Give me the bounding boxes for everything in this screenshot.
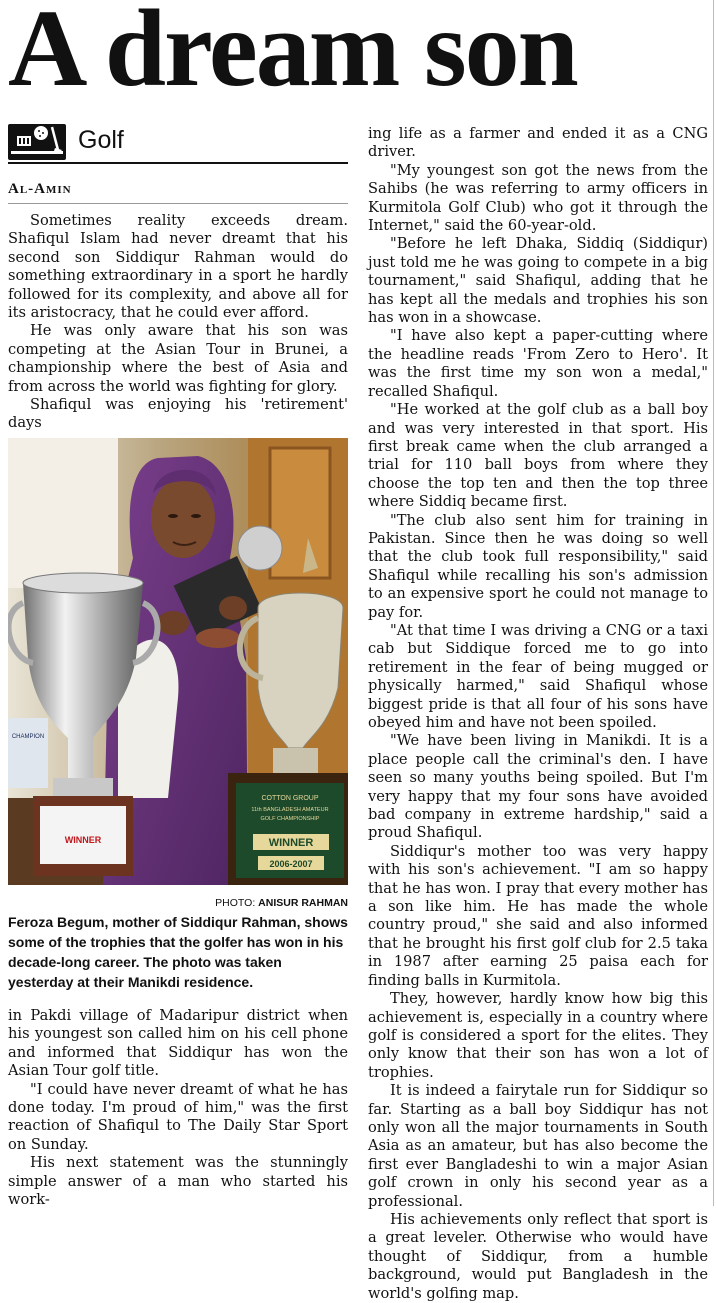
trophy-right-line-1: COTTON GROUP xyxy=(261,795,319,802)
paragraph: It is indeed a fairytale run for Siddiqur so far. Starting as a ball boy Siddiqur has not only won all the major tournaments in South Asia as an amateur, but has also become the first ever Bangladeshi to win a major Asian golf crown in only his second year as a professional. xyxy=(368,1082,708,1210)
paragraph: "I have also kept a paper-cutting where the headline reads 'From Zero to Hero'. It was the first time my son won a medal," recalled Shafiqul. xyxy=(368,327,708,400)
section-header xyxy=(8,124,348,160)
photo-caption: Feroza Begum, mother of Siddiqur Rahman, shows some of the trophies that the golfer has won in his decade-long career. The photo was taken yesterday at their Manikdi residence. xyxy=(8,914,348,990)
section-label: Golf xyxy=(78,126,124,154)
paragraph: "Before he left Dhaka, Siddiq (Siddiqur) just told me he was going to compete in a big tournament," said Shafiqul, adding that he has kept all the medals and trophies his son has won in a showcase. xyxy=(368,235,708,327)
column-rule xyxy=(713,0,714,1206)
paragraph: ing life as a farmer and ended it as a CNG driver. xyxy=(368,125,708,161)
paragraph: "He worked at the golf club as a ball boy and was very interested in that sport. His first break came when the club arranged a trial for 110 ball boys from where they choose the top ten and then the top three where Siddiq became first. xyxy=(368,401,708,511)
trophy-right-line-4: WINNER xyxy=(268,837,314,849)
news-photo xyxy=(8,438,348,885)
photo-credit xyxy=(8,897,348,909)
paragraph: "I could have never dreamt of what he has done today. I'm proud of him," was the first reaction of Shafiqul to The Daily Star Sport on Sunday. xyxy=(8,1080,348,1153)
paragraph: His achievements only reflect that sport is a great leveler. Otherwise who would have thought of Siddiqur, from a humble background, would put Bangladesh in the world's golfing map. xyxy=(368,1210,708,1302)
photo-credit-name: ANISUR RAHMAN xyxy=(258,897,348,909)
golf-section-logo-icon xyxy=(8,124,66,160)
trophy-right-line-5: 2006-2007 xyxy=(269,859,313,869)
trophy-right-line-3: GOLF CHAMPIONSHIP xyxy=(260,816,320,822)
byline-rule xyxy=(8,203,348,204)
paragraph: "My youngest son got the news from the Sahibs (he was referring to army officers in Kurmitola Golf Club) who got it through the Internet," said the 60-year-old. xyxy=(368,161,708,235)
column-2 xyxy=(368,125,708,1303)
trophy-side-text: CHAMPION xyxy=(11,734,45,740)
paragraph: "The club also sent him for training in Pakistan. Since then he was doing so well that the club took full responsibility," said Shafiqul while recalling his son's admission to an expensive sport he could not manage to pay for. xyxy=(368,511,708,621)
paragraph: "At that time I was driving a CNG or a taxi cab but Siddique forced me to go into retirement in the fear of being mugged or physically harmed," said Shafiqul whose biggest pride is that all four of his sons have obeyed him and have not been spoiled. xyxy=(368,621,708,731)
paragraph: Siddiqur's mother too was very happy with his son's achievement. "I am so happy that he has won. I pray that every mother has a son like him. He has made the whole country proud," she said and also informed that he brought his first golf club for 2.5 taka in 1987 after earning 25 paisa each for finding balls in Kurmitola. xyxy=(368,842,708,989)
byline: Al-Amin xyxy=(8,181,72,197)
paragraph: His next statement was the stunningly simple answer of a man who started his work- xyxy=(8,1154,348,1209)
column-1-top xyxy=(8,212,348,433)
paragraph: Sometimes reality exceeds dream. Shafiqul Islam had never dreamt that his second son Siddiqur Rahman would do something extraordinary in a sport he hardly followed for its complexity, and above all for its aristocracy, that he could ever afford. xyxy=(8,212,348,322)
paragraph: They, however, hardly know how big this achievement is, especially in a country where golf is considered a sport for the elites. They only know that their son has won a lot of trophies. xyxy=(368,990,708,1081)
headline: A dream son xyxy=(8,0,577,109)
section-rule xyxy=(8,162,348,164)
paragraph: "We have been living in Manikdi. It is a place people call the criminal's den. I have seen so many youths being spoiled. But I'm very happy that my four sons have avoided bad company in extreme hardship," said a proud Shafiqul. xyxy=(368,732,708,842)
paragraph: in Pakdi village of Madaripur district when his youngest son called him on his cell phone and informed that Siddiqur has won the Asian Tour golf title. xyxy=(8,1007,348,1080)
trophy-right-line-2: 11th BANGLADESH AMATEUR xyxy=(251,807,329,813)
column-1-bottom xyxy=(8,1007,348,1209)
paragraph: Shafiqul was enjoying his 'retirement' days xyxy=(8,396,348,432)
paragraph: He was only aware that his son was competing at the Asian Tour in Brunei, a championship where the best of Asia and from across the world was fighting for glory. xyxy=(8,322,348,395)
photo-credit-prefix: PHOTO: xyxy=(215,897,256,909)
trophy-left-plaque-text: WINNER xyxy=(64,835,102,845)
